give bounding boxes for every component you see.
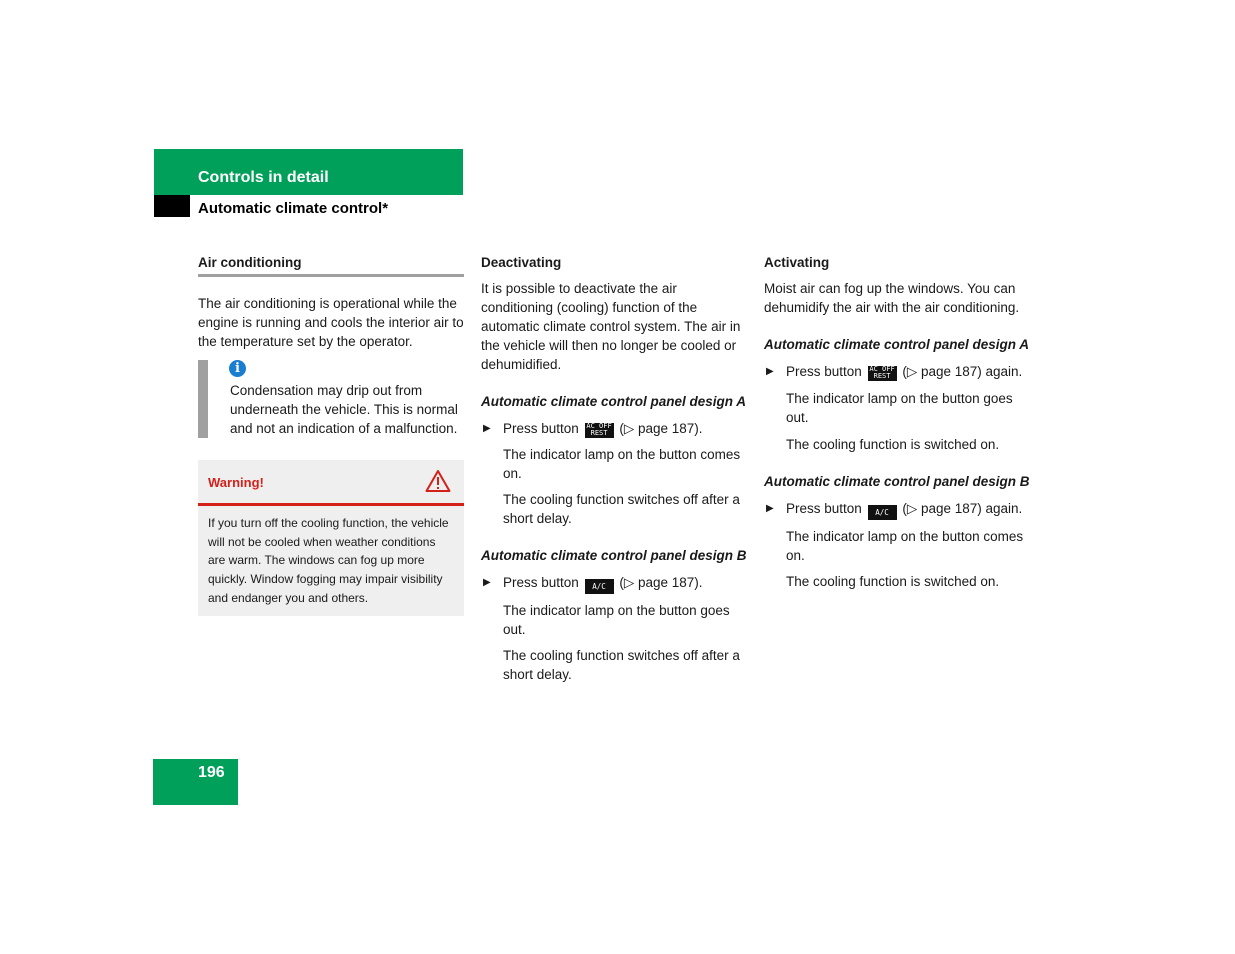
intro-paragraph: The air conditioning is operational while the engine is running and cools the interior air to the temperature set by the operator. — [198, 296, 464, 349]
bullet-icon: ▶ — [766, 366, 774, 377]
activating-intro: Moist air can fog up the windows. You can dehumidify the air with the air conditioning. — [764, 281, 1020, 315]
column-left — [198, 253, 464, 616]
bullet-icon: ▶ — [766, 503, 774, 514]
heading-activating: Activating — [764, 255, 830, 270]
step-text: Press button — [786, 501, 862, 516]
result-text: The cooling function is switched on. — [786, 574, 1000, 589]
step-design-b — [764, 499, 1030, 520]
warning-label: Warning! — [208, 475, 264, 490]
ac-off-label: AC OFF — [869, 365, 895, 373]
result-text: The indicator lamp on the button comes on. — [503, 447, 741, 481]
rest-label: REST — [590, 429, 608, 437]
page-reference: (▷ page 187) again. — [902, 364, 1023, 379]
page-number-box — [153, 759, 238, 805]
page-reference: (▷ page 187). — [619, 575, 703, 590]
subsection-marker — [154, 195, 190, 217]
ac-off-button-icon — [585, 423, 614, 438]
ac-button-icon: A/C — [585, 579, 614, 594]
step-design-b — [481, 573, 747, 594]
result-text: The cooling function is switched on. — [786, 437, 1000, 452]
warning-box — [198, 460, 464, 616]
ac-off-label: AC OFF — [586, 422, 612, 430]
deactivating-intro: It is possible to deactivate the air conditioning (cooling) function of the automatic climate control system. The air in the vehicle will then no longer be cooled or dehumidified. — [481, 281, 741, 372]
page-number: 196 — [198, 764, 225, 781]
step-text: Press button — [503, 421, 579, 436]
bullet-icon: ▶ — [483, 423, 491, 434]
heading-deactivating: Deactivating — [481, 255, 562, 270]
step-text: Press button — [503, 575, 579, 590]
step-text: Press button — [786, 364, 862, 379]
heading-air-conditioning: Air conditioning — [198, 253, 464, 277]
section-title: Controls in detail — [198, 169, 329, 186]
page-reference: (▷ page 187) again. — [902, 501, 1023, 516]
design-b-heading: Automatic climate control panel design B — [764, 474, 1030, 489]
ac-button-icon: A/C — [868, 505, 897, 520]
result-text: The cooling function switches off after a short delay. — [503, 492, 740, 526]
step-design-a — [481, 419, 747, 438]
result-text: The indicator lamp on the button goes out. — [503, 603, 730, 637]
info-icon: i — [229, 360, 246, 377]
warning-triangle-icon — [425, 469, 451, 498]
ac-off-button-icon — [868, 366, 897, 381]
design-a-heading: Automatic climate control panel design A — [764, 337, 1030, 352]
subsection-title: Automatic climate control* — [198, 200, 389, 217]
warning-header — [198, 460, 464, 506]
design-a-heading: Automatic climate control panel design A — [481, 394, 747, 409]
bullet-icon: ▶ — [483, 577, 491, 588]
result-text: The indicator lamp on the button goes out. — [786, 391, 1013, 425]
step-design-a — [764, 362, 1030, 381]
result-text: The indicator lamp on the button comes on. — [786, 529, 1024, 563]
design-b-heading: Automatic climate control panel design B — [481, 548, 747, 563]
column-right — [764, 253, 1030, 591]
rest-label: REST — [873, 372, 891, 380]
result-text: The cooling function switches off after a short delay. — [503, 648, 740, 682]
info-note — [198, 360, 464, 438]
page-reference: (▷ page 187). — [619, 421, 703, 436]
info-text: Condensation may drip out from underneath the vehicle. This is normal and not an indication of a malfunction. — [230, 383, 458, 436]
warning-text: If you turn off the cooling function, the vehicle will not be cooled when weather conditions are warm. The windows can fog up more quickly. Window fogging may impair visibility and endanger you and others. — [208, 516, 449, 605]
column-middle — [481, 253, 747, 684]
